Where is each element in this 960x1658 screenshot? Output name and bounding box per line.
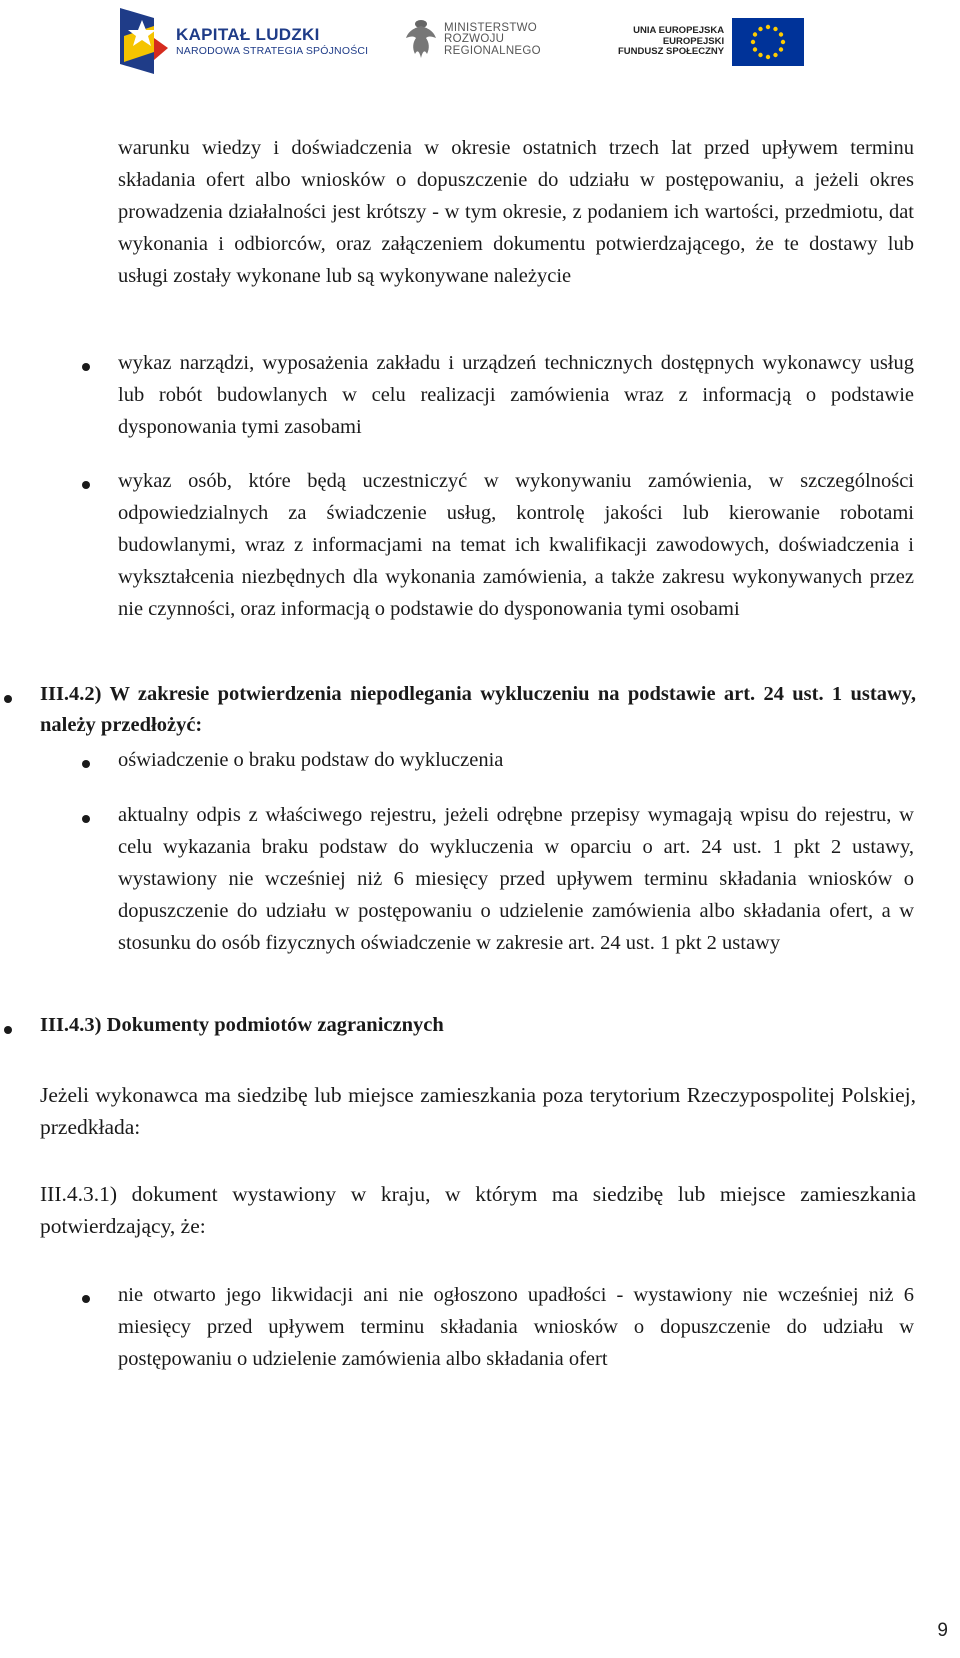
ue-line-1: UNIA EUROPEJSKA — [633, 25, 725, 37]
kl-subtitle: NARODOWA STRATEGIA SPÓJNOŚCI — [176, 45, 369, 57]
bullet-dot — [82, 815, 90, 823]
eu-fund-logo — [618, 18, 804, 66]
bullet-dot — [4, 1026, 12, 1034]
kapital-ludzki-logo — [120, 6, 368, 76]
kapital-ludzki-emblem-icon — [120, 8, 168, 74]
eu-flag-icon — [732, 18, 804, 66]
ue-line-3: FUNDUSZ SPOŁECZNY — [618, 46, 725, 58]
mrr-line-2: ROZWOJU — [444, 33, 505, 46]
list-item-register: aktualny odpis z właściwego rejestru, jeżeli odrębne przepisy wymagają wpisu do rejestru, w celu wykazania braku podstaw do wykluczenia w oparciu o art. 24 ust. 1 pkt 2 ustawy, wystawiony nie wcześniej niż 6 miesięcy przed upływem terminu składania wniosków o dopuszczenie do udziału w postępowaniu o udzielenie zamówienia albo składania ofert, a w stosunku do osób fizycznych oświadczenie w zakresie art. 24 ust. 1 pkt 2 ustawy — [118, 804, 914, 954]
list-item-liquidation: nie otwarto jego likwidacji ani nie ogłoszono upadłości - wystawiony nie wcześniej niż 6 miesięcy przed upływem terminu składania wniosków o dopuszczenie do udziału w postępowaniu o udzielenie zamówienia albo składania ofert — [118, 1284, 914, 1370]
paragraph-foreign-entity: Jeżeli wykonawca ma siedzibę lub miejsce zamieszkania poza terytorium Rzeczypospolitej Polskiej, przedkłada: — [40, 1083, 916, 1139]
eagle-emblem-icon — [405, 18, 437, 62]
ue-line-2: EUROPEJSKI — [662, 35, 725, 47]
header-logos — [0, 0, 960, 90]
list-item-declaration: oświadczenie o braku podstaw do wykluczenia — [118, 749, 504, 771]
bullet-dot — [82, 760, 90, 768]
page-number: 9 — [937, 1620, 948, 1641]
bullet-dot — [82, 481, 90, 489]
section-heading-3-4-3: III.4.3) Dokumenty podmiotów zagranicznych — [40, 1014, 444, 1036]
bullet-dot — [82, 363, 90, 371]
list-item-tools: wykaz narządzi, wyposażenia zakładu i urządzeń technicznych dostępnych wykonawcy usług lub robót budowlanych w celu realizacji zamówienia wraz z informacją o podstawie dysponowania tymi zasobami — [118, 352, 914, 438]
kl-title: KAPITAŁ LUDZKI — [176, 25, 320, 44]
mrr-line-1: MINISTERSTWO — [444, 21, 538, 34]
list-item-persons: wykaz osób, które będą uczestniczyć w wykonywaniu zamówienia, w szczególności odpowiedzialnych za świadczenie usług, kontrolę jakości lub kierowanie robotami budowlanymi, wraz z informacjami na temat ich kwalifikacji zawodowych, doświadczenia i wykształcenia niezbędnych dla wykonania zamówienia, a także zakresu wykonywanych przez nie czynności, oraz informacją o podstawie do dysponowania tymi osobami — [118, 470, 914, 620]
section-heading-3-4-2: III.4.2) W zakresie potwierdzenia niepodlegania wykluczeniu na podstawie art. 24 ust. 1 ustawy, należy przedłożyć: — [40, 683, 916, 736]
ministerstwo-logo — [405, 18, 541, 62]
bullet-dot — [82, 1295, 90, 1303]
paragraph-experience-continuation: warunku wiedzy i doświadczenia w okresie ostatnich trzech lat przed upływem terminu składania ofert albo wniosków o dopuszczenie do udziału w postępowaniu, a jeżeli okres prowadzenia działalności jest krótszy - w tym okresie, z podaniem ich wartości, przedmiotu, dat wykonania i odbiorców, oraz załączeniem dokumentu potwierdzającego, że te dostawy lub usługi zostały wykonane lub są wykonywane należycie — [118, 137, 914, 287]
paragraph-3-4-3-1: III.4.3.1) dokument wystawiony w kraju, w którym ma siedzibę lub miejsce zamieszkania potwierdzający, że: — [40, 1182, 916, 1238]
mrr-line-3: REGIONALNEGO — [444, 44, 541, 57]
bullet-dot — [4, 695, 12, 703]
